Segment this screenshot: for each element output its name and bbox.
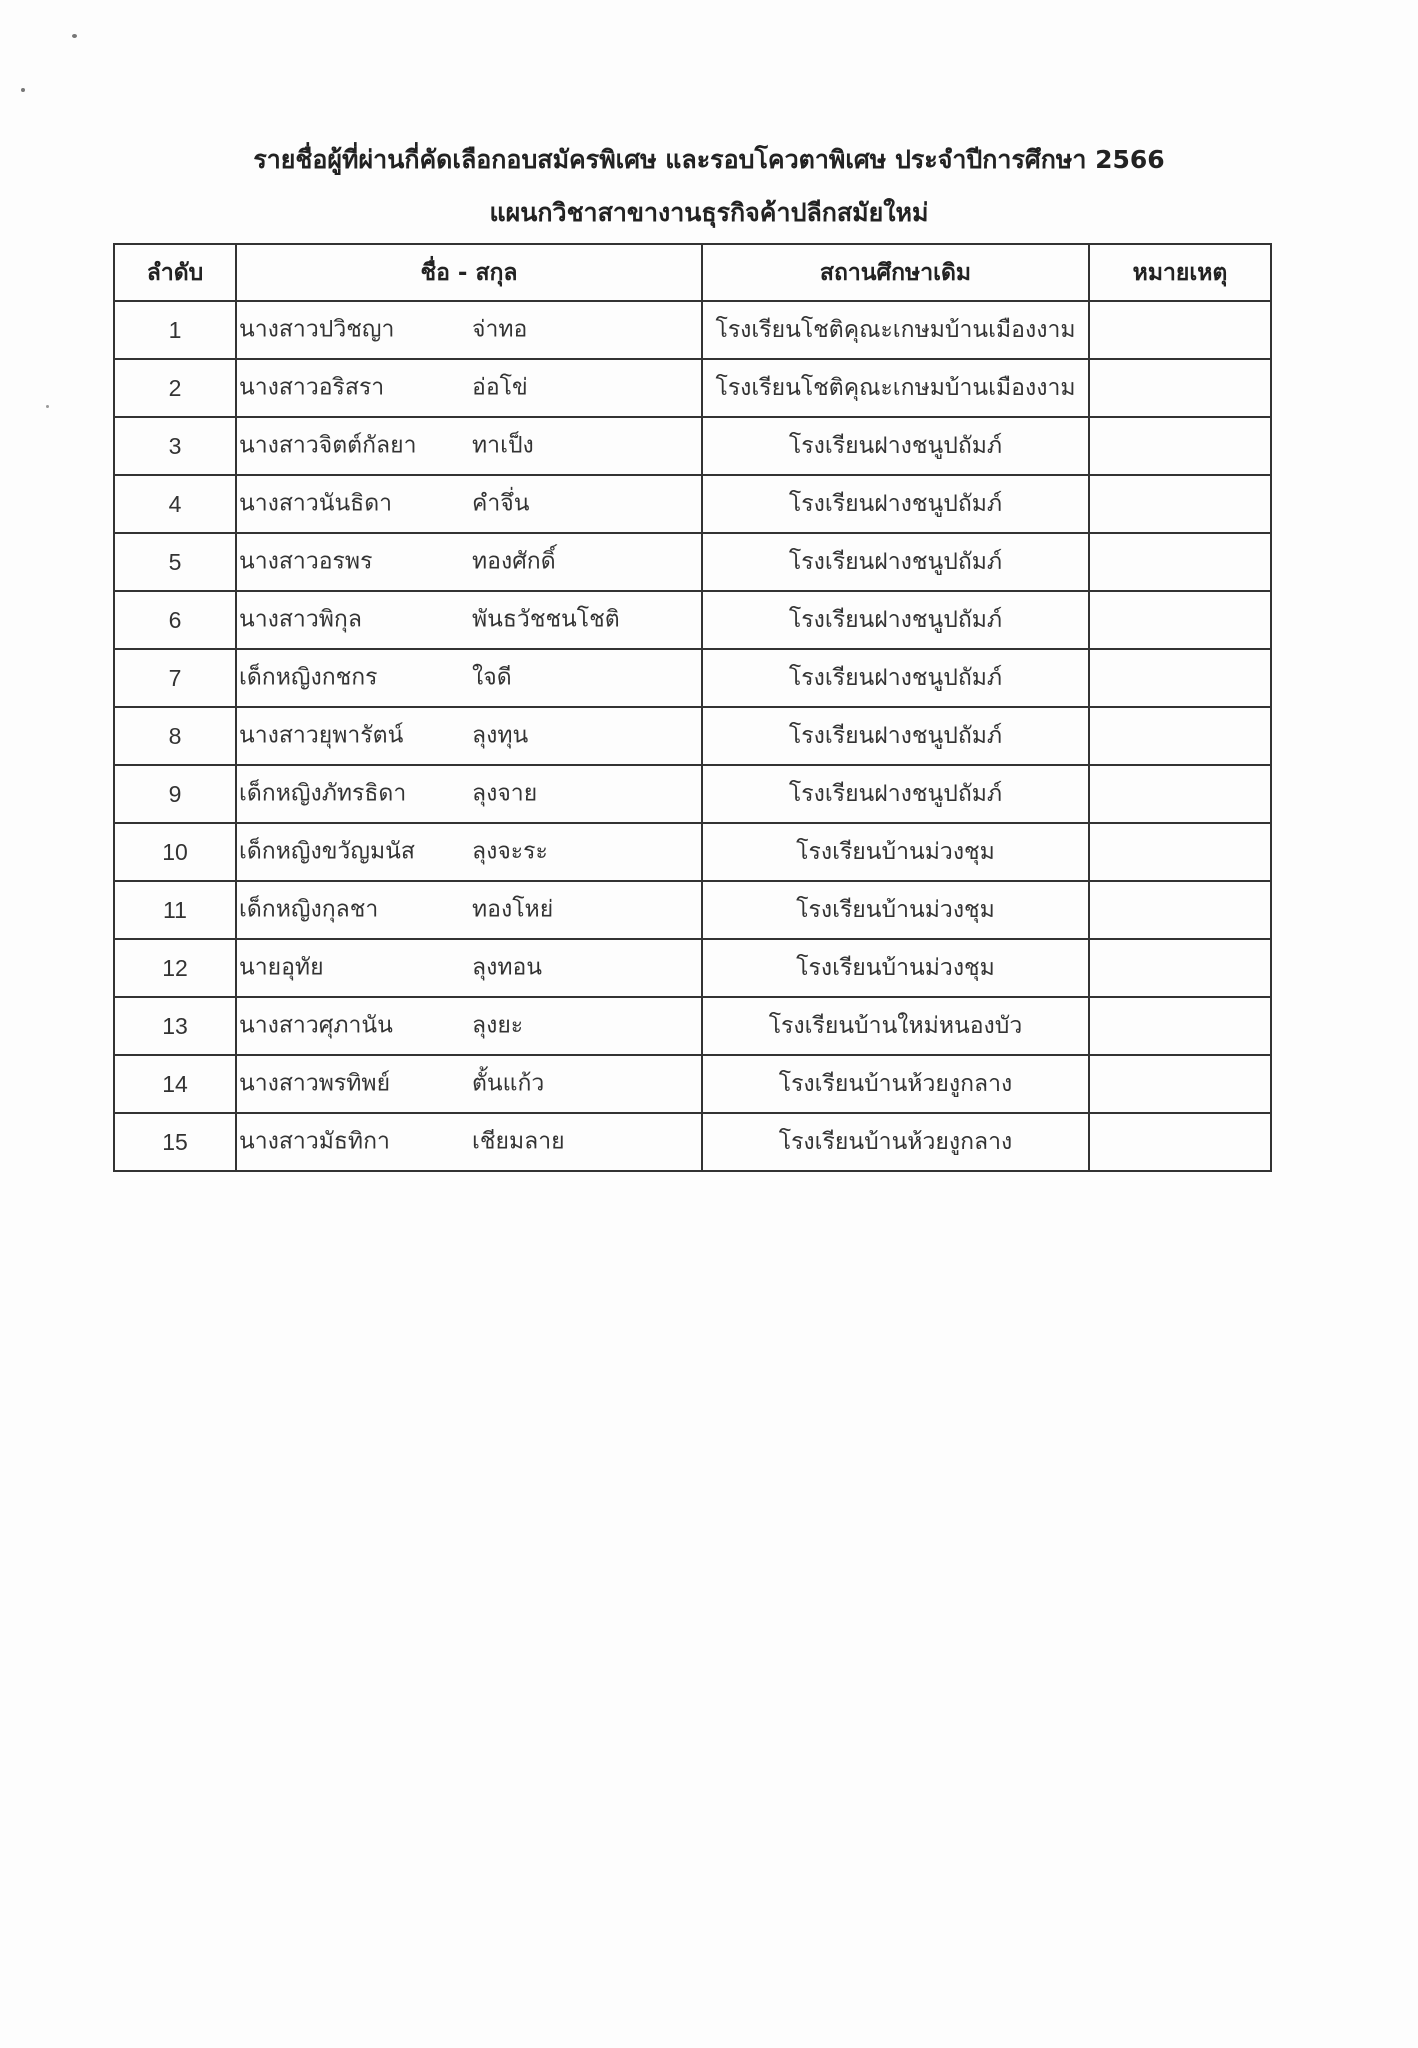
row-full-name [236, 359, 702, 417]
row-order-number: 14 [114, 1055, 236, 1113]
row-full-name [236, 301, 702, 359]
row-full-name [236, 765, 702, 823]
row-order-number: 6 [114, 591, 236, 649]
row-previous-school: โรงเรียนฝางชนูปถัมภ์ [702, 417, 1089, 475]
table-row [114, 881, 1271, 939]
row-note [1089, 301, 1271, 359]
row-note [1089, 475, 1271, 533]
row-previous-school: โรงเรียนฝางชนูปถัมภ์ [702, 475, 1089, 533]
row-full-name [236, 823, 702, 881]
first-name: นางสาวยุพารัตน์ [239, 722, 404, 749]
header-name: ชื่อ - สกุล [236, 244, 702, 301]
row-full-name [236, 707, 702, 765]
row-order-number: 9 [114, 765, 236, 823]
row-note [1089, 649, 1271, 707]
last-name: ลุงจะระ [472, 838, 548, 865]
scan-speck [72, 34, 77, 38]
first-name: เด็กหญิงภัทรธิดา [239, 780, 407, 807]
last-name: ทองศักดิ์ [472, 548, 556, 575]
table-row [114, 533, 1271, 591]
row-previous-school: โรงเรียนบ้านม่วงชุม [702, 881, 1089, 939]
row-note [1089, 997, 1271, 1055]
row-previous-school: โรงเรียนบ้านห้วยงูกลาง [702, 1113, 1089, 1171]
first-name: นางสาวจิตต์กัลยา [239, 432, 417, 459]
last-name: ทาเป็ง [472, 432, 534, 459]
document-title: รายชื่อผู้ที่ผ่านกี่คัดเลือกอบสมัครพิเศษ และรอบโควตาพิเศษ ประจำปีการศึกษา 2566 [253, 145, 1165, 174]
row-note [1089, 1113, 1271, 1171]
first-name: นางสาวนันธิดา [239, 490, 393, 517]
row-note [1089, 1055, 1271, 1113]
row-note [1089, 881, 1271, 939]
row-previous-school: โรงเรียนฝางชนูปถัมภ์ [702, 649, 1089, 707]
first-name: นางสาวพรทิพย์ [239, 1070, 391, 1097]
last-name: ตั้นแก้ว [472, 1070, 545, 1097]
table-row [114, 707, 1271, 765]
table-row [114, 417, 1271, 475]
row-order-number: 15 [114, 1113, 236, 1171]
table-row [114, 1113, 1271, 1171]
row-order-number: 13 [114, 997, 236, 1055]
last-name: พันธวัชชนโชติ [472, 606, 620, 633]
header-order: ลำดับ [114, 244, 236, 301]
table-body [114, 301, 1271, 1171]
table-row [114, 649, 1271, 707]
row-previous-school: โรงเรียนฝางชนูปถัมภ์ [702, 765, 1089, 823]
table-row [114, 301, 1271, 359]
row-full-name [236, 1113, 702, 1171]
row-order-number: 8 [114, 707, 236, 765]
table-row [114, 997, 1271, 1055]
last-name: อ่อโข่ [472, 374, 528, 401]
student-roster-table [113, 243, 1272, 1172]
first-name: นายอุทัย [239, 954, 324, 981]
first-name: นางสาวพิกุล [239, 606, 362, 633]
last-name: คำจึ่น [472, 490, 530, 517]
first-name: เด็กหญิงกุลชา [239, 896, 379, 923]
row-order-number: 7 [114, 649, 236, 707]
row-full-name [236, 533, 702, 591]
row-full-name [236, 939, 702, 997]
row-note [1089, 591, 1271, 649]
row-previous-school: โรงเรียนโชติคุณะเกษมบ้านเมืองงาม [702, 301, 1089, 359]
row-note [1089, 939, 1271, 997]
document-subtitle: แผนกวิชาสาขางานธุรกิจค้าปลีกสมัยใหม่ [489, 198, 929, 227]
last-name: ใจดี [472, 664, 512, 691]
row-order-number: 10 [114, 823, 236, 881]
row-order-number: 11 [114, 881, 236, 939]
row-note [1089, 707, 1271, 765]
row-full-name [236, 649, 702, 707]
row-previous-school: โรงเรียนฝางชนูปถัมภ์ [702, 533, 1089, 591]
row-order-number: 1 [114, 301, 236, 359]
row-full-name [236, 417, 702, 475]
first-name: นางสาวมัธทิกา [239, 1128, 390, 1155]
table-row [114, 823, 1271, 881]
table-row [114, 591, 1271, 649]
row-full-name [236, 591, 702, 649]
row-previous-school: โรงเรียนบ้านห้วยงูกลาง [702, 1055, 1089, 1113]
table-header-row [114, 244, 1271, 301]
last-name: จ่าทอ [472, 316, 528, 343]
row-order-number: 2 [114, 359, 236, 417]
row-note [1089, 359, 1271, 417]
row-note [1089, 533, 1271, 591]
row-order-number: 3 [114, 417, 236, 475]
row-previous-school: โรงเรียนบ้านม่วงชุม [702, 823, 1089, 881]
table-row [114, 1055, 1271, 1113]
last-name: ลุงยะ [472, 1012, 524, 1039]
table-row [114, 765, 1271, 823]
table-row [114, 939, 1271, 997]
row-full-name [236, 1055, 702, 1113]
row-note [1089, 417, 1271, 475]
last-name: เชียมลาย [472, 1128, 565, 1155]
row-order-number: 5 [114, 533, 236, 591]
first-name: นางสาวปวิชญา [239, 316, 395, 343]
row-previous-school: โรงเรียนบ้านม่วงชุม [702, 939, 1089, 997]
row-note [1089, 823, 1271, 881]
scan-speck [46, 405, 49, 408]
first-name: เด็กหญิงขวัญมนัส [239, 838, 415, 865]
row-previous-school: โรงเรียนฝางชนูปถัมภ์ [702, 707, 1089, 765]
row-order-number: 12 [114, 939, 236, 997]
row-previous-school: โรงเรียนฝางชนูปถัมภ์ [702, 591, 1089, 649]
scan-speck [21, 88, 25, 92]
last-name: ลุงจาย [472, 780, 538, 807]
first-name: นางสาวศุภานัน [239, 1012, 393, 1039]
row-previous-school: โรงเรียนโชติคุณะเกษมบ้านเมืองงาม [702, 359, 1089, 417]
row-full-name [236, 881, 702, 939]
row-full-name [236, 475, 702, 533]
first-name: นางสาวอรพร [239, 548, 373, 575]
table-row [114, 475, 1271, 533]
row-order-number: 4 [114, 475, 236, 533]
last-name: ลุงทอน [472, 954, 543, 981]
first-name: เด็กหญิงกชกร [239, 664, 378, 691]
last-name: ลุงทุน [472, 722, 529, 749]
last-name: ทองโหย่ [472, 896, 554, 923]
first-name: นางสาวอริสรา [239, 374, 385, 401]
table-row [114, 359, 1271, 417]
header-school: สถานศึกษาเดิม [702, 244, 1089, 301]
row-note [1089, 765, 1271, 823]
row-previous-school: โรงเรียนบ้านใหม่หนองบัว [702, 997, 1089, 1055]
row-full-name [236, 997, 702, 1055]
header-note: หมายเหตุ [1089, 244, 1271, 301]
